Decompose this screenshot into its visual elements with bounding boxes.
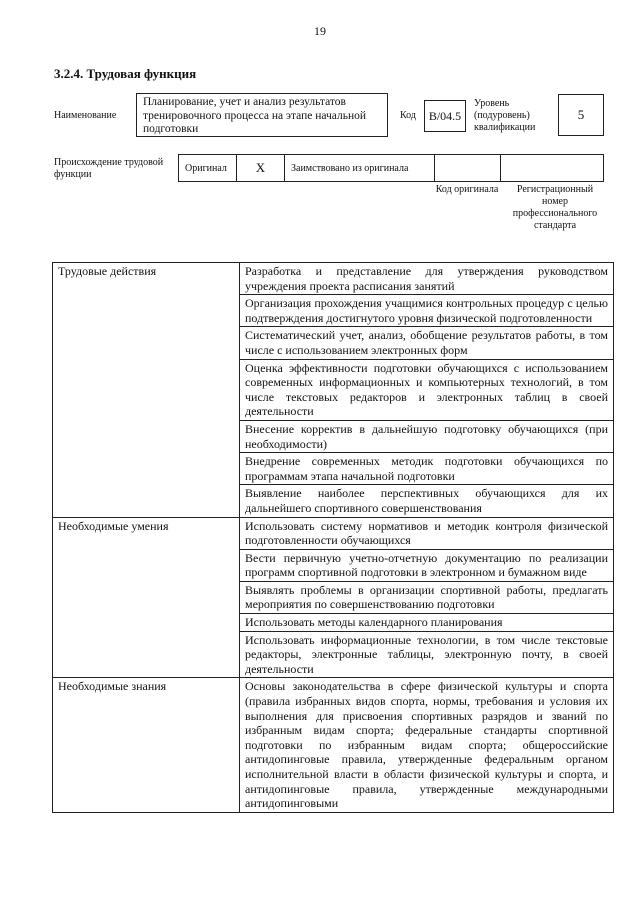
required-skill-item: Вести первичную учетно-отчетную документацию по реализации программ спортивной подготовки в электронном и бумажном виде [240,549,614,581]
labor-action-item: Внедрение современных методик подготовки обучающихся по программам этапа начальной подготовки [240,453,614,485]
table-row [53,517,614,549]
required-skill-item: Использовать систему нормативов и методик контроля физической подготовленности обучающихся [240,517,614,549]
labor-action-item: Организация прохождения учащимися контрольных процедур с целью подтверждения достигнутого уровня физической подготовленности [240,295,614,327]
code-value: B/04.5 [428,108,462,123]
origin-code-caption: Код оригинала [435,184,499,195]
origin-reg-cell [501,155,603,181]
required-skill-item: Выявлять проблемы в организации спортивной работы, предлагать мероприятия по совершенствованию подготовки [240,581,614,613]
required-skill-category: Необходимые умения [53,517,240,678]
function-table [52,262,614,813]
labor-action-item: Разработка и представление для утверждения руководством учреждения проекта расписания занятий [240,263,614,295]
level-value: 5 [577,107,585,122]
code-label: Код [400,110,416,121]
page-number: 19 [314,24,326,38]
level-box [558,94,604,136]
origin-label: Происхождение трудовой функции [54,157,164,180]
function-name-box [136,93,388,137]
reg-number-caption: Регистрационный номер профессионального стандарта [512,184,598,231]
level-label: Уровень (подуровень) квалификации [474,98,536,133]
labor-action-category: Трудовые действия [53,263,240,518]
table-row [53,263,614,295]
section-title: 3.2.4. Трудовая функция [54,66,197,81]
name-label: Наименование [54,110,117,121]
origin-original-label: Оригинал [179,155,237,181]
labor-action-item: Внесение корректив в дальнейшую подготовку обучающихся (при необходимости) [240,420,614,452]
labor-action-item: Оценка эффективности подготовки обучающихся с использованием современных информационных и компьютерных технологий, в том числе текстовых редакторов и электронных таблиц в своей деятельности [240,359,614,420]
origin-row [178,154,604,182]
function-name-value: Планирование, учет и анализ результатов тренировочного процесса на этапе начальной подготовки [143,96,367,135]
origin-code-cell [435,155,501,181]
origin-borrowed-label: Заимствовано из оригинала [285,155,435,181]
labor-action-item: Систематический учет, анализ, обобщение результатов работы, в том числе с использованием электронных форм [240,327,614,359]
required-skill-item: Использовать информационные технологии, в том числе текстовые редакторы, электронные таблицы, электронную почту, в своей деятельности [240,631,614,678]
required-knowledge-category: Необходимые знания [53,678,240,812]
required-knowledge-item: Основы законодательства в сфере физической культуры и спорта (правила избранных видов спорта, нормы, требования и условия их выполнения для присвоения спортивных разрядов и званий по избранным видам спорта; федеральные стандарты спортивной подготовки по избранным видам спорта; общероссийские антидопинговые правила, утвержденные федеральным органом исполнительной власти в области физической культуры и спорта, и антидопинговые правила, утвержденные международными антидопинговыми [240,678,614,812]
origin-original-mark: X [237,155,285,181]
code-box [424,100,466,132]
labor-action-item: Выявление наиболее перспективных обучающихся для их дальнейшего спортивного совершенствования [240,485,614,517]
required-skill-item: Использовать методы календарного планирования [240,614,614,632]
table-row [53,678,614,812]
